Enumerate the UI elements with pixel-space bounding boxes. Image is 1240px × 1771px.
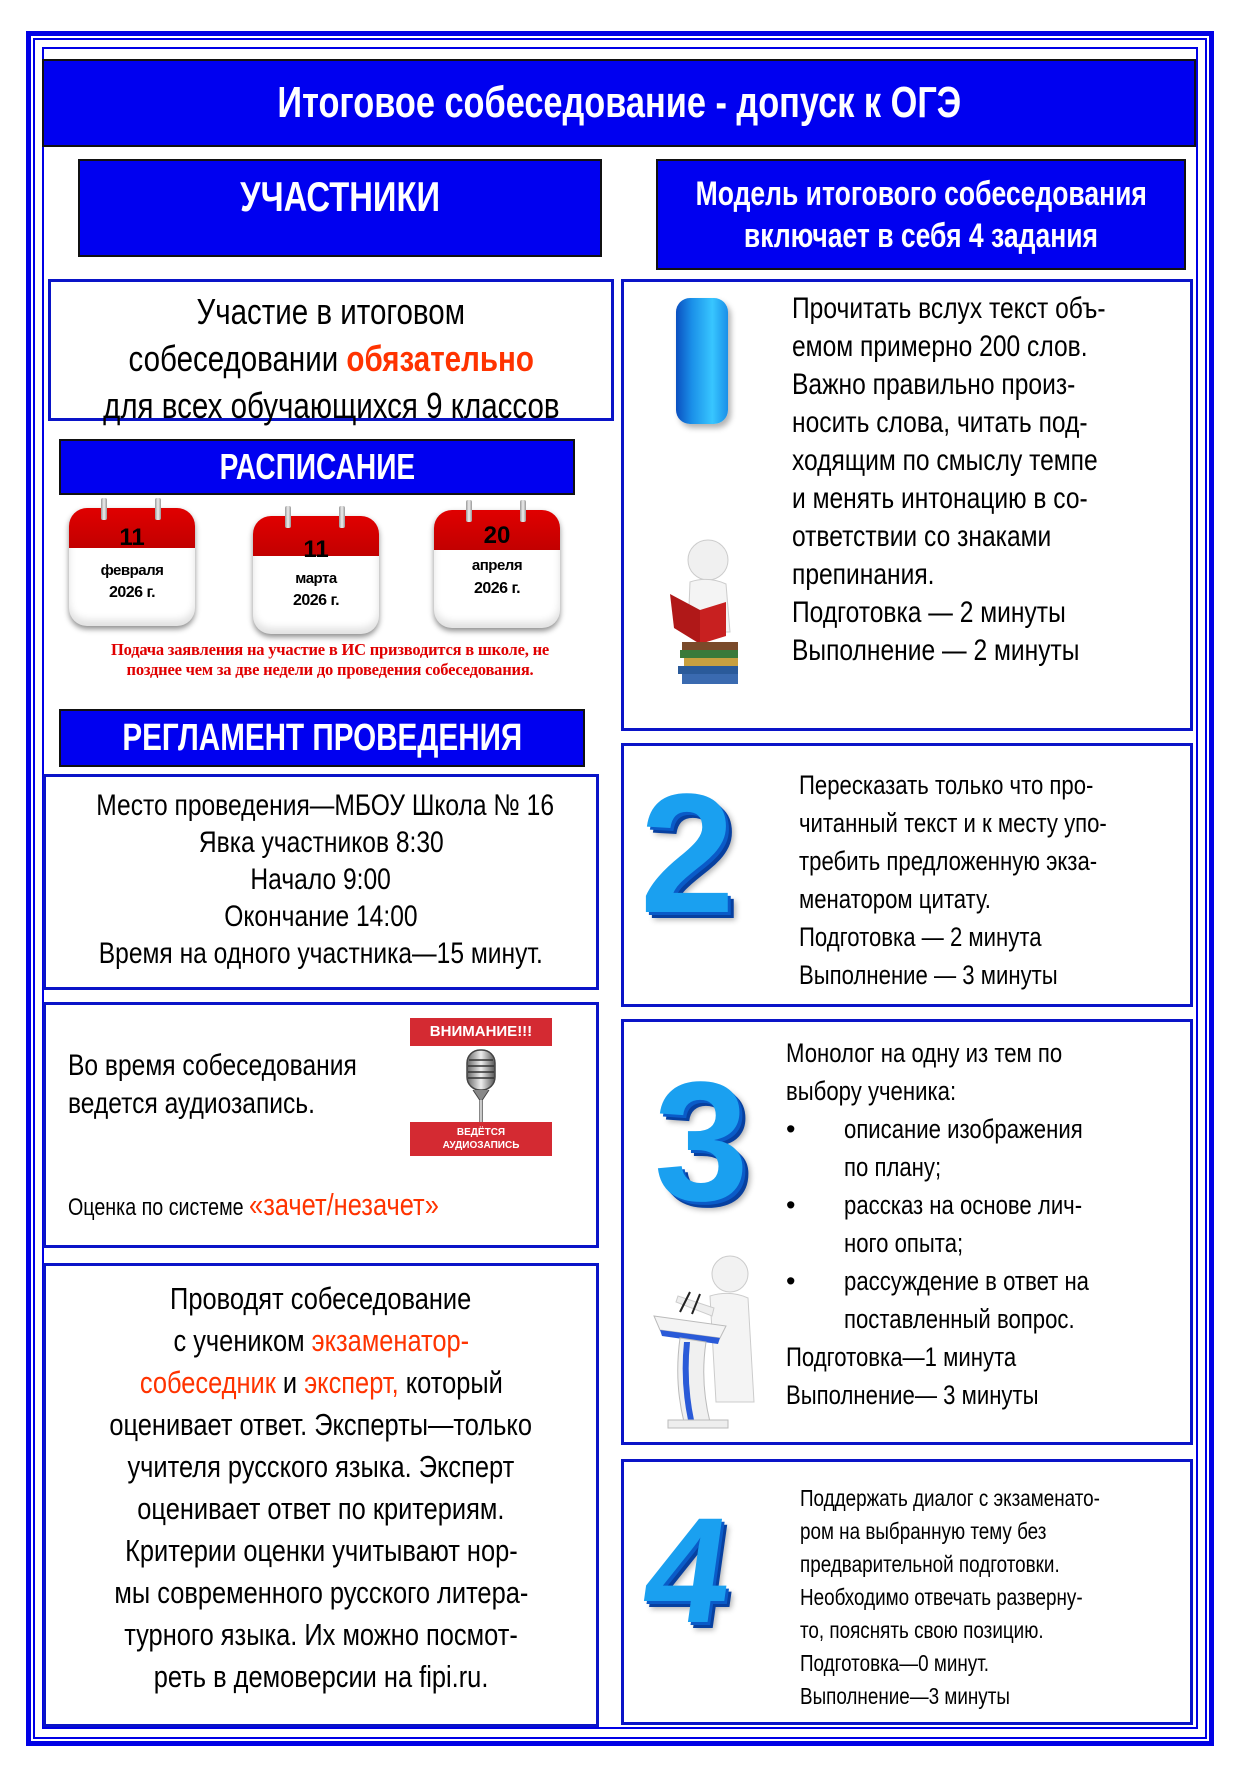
calendar-ring [466, 500, 472, 522]
task-3-intro: выбору ученика: [786, 1076, 957, 1106]
bullet-icon: • [786, 1266, 796, 1296]
regulations-end: Окончание 14:00 [224, 900, 418, 933]
task-1-line: ответствии со знаками [792, 520, 1052, 553]
calendar-ring [520, 500, 526, 522]
task-3-intro: Монолог на одну из тем по [786, 1038, 1063, 1068]
task-4-line: Поддержать диалог с экзаменато- [800, 1485, 1100, 1511]
grading-system: «зачет/незачет» [249, 1187, 439, 1222]
bullet-text: рассказ на основе лич- [844, 1190, 1083, 1220]
task-1-line: емом примерно 200 слов. [792, 330, 1088, 363]
task-2-prep: Подготовка — 2 минута [799, 922, 1042, 952]
calendar-date-3 [434, 500, 560, 628]
examiners-text: который [398, 1365, 503, 1400]
examiners-text: с учеником [173, 1323, 312, 1358]
model-header-line1: Модель итогового собеседования [695, 174, 1147, 213]
audio-box [43, 1002, 599, 1248]
model-header-banner [656, 159, 1186, 270]
calendar-month: февраля [100, 562, 164, 579]
examiners-line: Проводят собеседование [170, 1281, 472, 1316]
task-number-2-icon: 2 [640, 759, 735, 949]
participants-line1: Участие в итоговом [196, 291, 466, 332]
task-4-prep: Подготовка—0 минут. [800, 1650, 989, 1676]
bullet-icon: • [786, 1190, 796, 1220]
sign-top-label: ВНИМАНИЕ!!! [410, 1018, 552, 1046]
calendar-ring [285, 506, 291, 528]
bullet-text: поставленный вопрос. [844, 1304, 1075, 1334]
reading-figure-icon [660, 532, 750, 702]
task-number-1-icon [676, 298, 728, 424]
calendar-day: 11 [303, 536, 329, 563]
task-4-line: предварительной подготовки. [800, 1551, 1060, 1577]
fipi-link-line: реть в демоверсии на fipi.ru. [153, 1659, 489, 1694]
regulations-header: РЕГЛАМЕНТ ПРОВЕДЕНИЯ [122, 716, 522, 759]
task-1-line: Прочитать вслух текст объ- [792, 292, 1106, 325]
task-1-line: и менять интонацию в со- [792, 482, 1088, 515]
bullet-text: ного опыта; [844, 1228, 964, 1258]
task-1-prep: Подготовка — 2 минуты [792, 596, 1066, 629]
task-3-bullet [786, 1186, 1143, 1262]
participants-line2: собеседовании [128, 338, 347, 379]
audio-recording-sign [410, 1018, 552, 1156]
participants-header: УЧАСТНИКИ [240, 173, 440, 220]
task-3-exec: Выполнение— 3 минуты [786, 1380, 1039, 1410]
audio-text-line2: ведется аудиозапись. [68, 1087, 315, 1120]
calendar-year: 2026 г. [473, 580, 521, 597]
examiner-role-highlight: экзаменатор- [311, 1323, 469, 1358]
calendar-ring [339, 506, 345, 528]
interlocutor-highlight: собеседник [139, 1365, 276, 1400]
bullet-text: описание изображения [844, 1114, 1083, 1144]
task-2-line: менатором цитату. [799, 884, 991, 914]
sign-bottom-line2: АУДИОЗАПИСЬ [442, 1140, 520, 1151]
examiners-text: и [275, 1365, 304, 1400]
calendar-date-2 [253, 506, 379, 634]
calendar-month: марта [295, 570, 337, 587]
regulations-start: Начало 9:00 [250, 863, 392, 896]
task-1-line: препинания. [792, 558, 935, 591]
examiners-line: оценивает ответ по критериям. [137, 1491, 505, 1526]
examiners-line: учителя русского языка. Эксперт [127, 1449, 515, 1484]
examiners-line: Критерии оценки учитывают нор- [124, 1533, 518, 1568]
task-4-line: Необходимо отвечать разверну- [800, 1584, 1083, 1610]
regulations-arrival: Явка участников 8:30 [198, 826, 444, 859]
bullet-icon: • [786, 1114, 796, 1144]
examiners-box [43, 1263, 599, 1727]
task-2-card [621, 743, 1193, 1007]
page-title: Итоговое собеседование - допуск к ОГЭ [277, 78, 961, 127]
participants-box [48, 279, 614, 426]
task-1-line: ходящим по смыслу темпе [792, 444, 1098, 477]
calendar-ring [101, 498, 107, 520]
calendar-month: апреля [471, 557, 523, 574]
task-3-bullet [786, 1262, 1143, 1338]
audio-text-line1: Во время собеседования [68, 1049, 357, 1082]
task-4-exec: Выполнение—3 минуты [800, 1683, 1010, 1709]
participants-line3: для всех обучающихся 9 классов [102, 385, 560, 426]
regulations-box [43, 774, 599, 990]
task-2-line: читанный текст и к месту упо- [799, 808, 1107, 838]
calendar-day: 20 [483, 522, 511, 549]
task-1-exec: Выполнение — 2 минуты [792, 634, 1080, 667]
model-header-line2: включает в себя 4 задания [743, 216, 1099, 255]
page-title-banner [42, 59, 1196, 147]
calendar-ring [155, 498, 161, 520]
task-number-3-icon: 3 [654, 1047, 749, 1237]
task-3-card [621, 1019, 1193, 1445]
task-4-line: ром на выбранную тему без [800, 1518, 1047, 1544]
schedule-header: РАСПИСАНИЕ [219, 446, 415, 487]
task-3-bullet [786, 1110, 1143, 1186]
task-2-line: требить предложенную экза- [799, 846, 1098, 876]
examiners-line: турного языка. Их можно посмот- [124, 1617, 518, 1652]
task-2-exec: Выполнение — 3 минуты [799, 960, 1058, 990]
application-note [40, 640, 620, 680]
calendar-year: 2026 г. [292, 592, 340, 609]
application-note-line1: Подача заявления на участие в ИС призводится в школе, не [110, 640, 550, 659]
regulations-duration: Время на одного участника—15 минут. [98, 937, 544, 970]
bullet-text: по плану; [844, 1152, 942, 1182]
bullet-text: рассуждение в ответ на [844, 1266, 1090, 1296]
regulations-header-banner [59, 709, 585, 767]
task-4-card [621, 1459, 1193, 1725]
task-3-prep: Подготовка—1 минута [786, 1342, 1017, 1372]
calendar-date-1 [69, 498, 195, 626]
calendar-day: 11 [119, 524, 145, 551]
speaker-podium-icon [644, 1252, 774, 1432]
schedule-header-banner [59, 439, 575, 495]
expert-highlight: эксперт, [303, 1365, 399, 1400]
microphone-icon [456, 1048, 506, 1126]
grading-label: Оценка по системе [68, 1194, 250, 1221]
task-2-line: Пересказать только что про- [799, 770, 1094, 800]
application-note-line2: позднее чем за две недели до проведения собеседования. [126, 660, 534, 679]
calendar-year: 2026 г. [108, 584, 156, 601]
task-1-line: Важно правильно произ- [792, 368, 1076, 401]
task-4-line: то, пояснять свою позицию. [800, 1617, 1044, 1643]
task-1-card [621, 279, 1193, 731]
regulations-venue: Место проведения—МБОУ Школа № 16 [96, 789, 555, 822]
examiners-line: мы современного русского литера- [114, 1575, 528, 1610]
examiners-line: оценивает ответ. Эксперты—только [109, 1407, 533, 1442]
task-number-4-icon: 4 [634, 1486, 742, 1654]
sign-bottom-line1: ВЕДЁТСЯ [456, 1127, 506, 1138]
mandatory-highlight: обязательно [346, 338, 534, 379]
task-1-line: носить слова, читать под- [792, 406, 1088, 439]
participants-header-banner [78, 159, 602, 257]
